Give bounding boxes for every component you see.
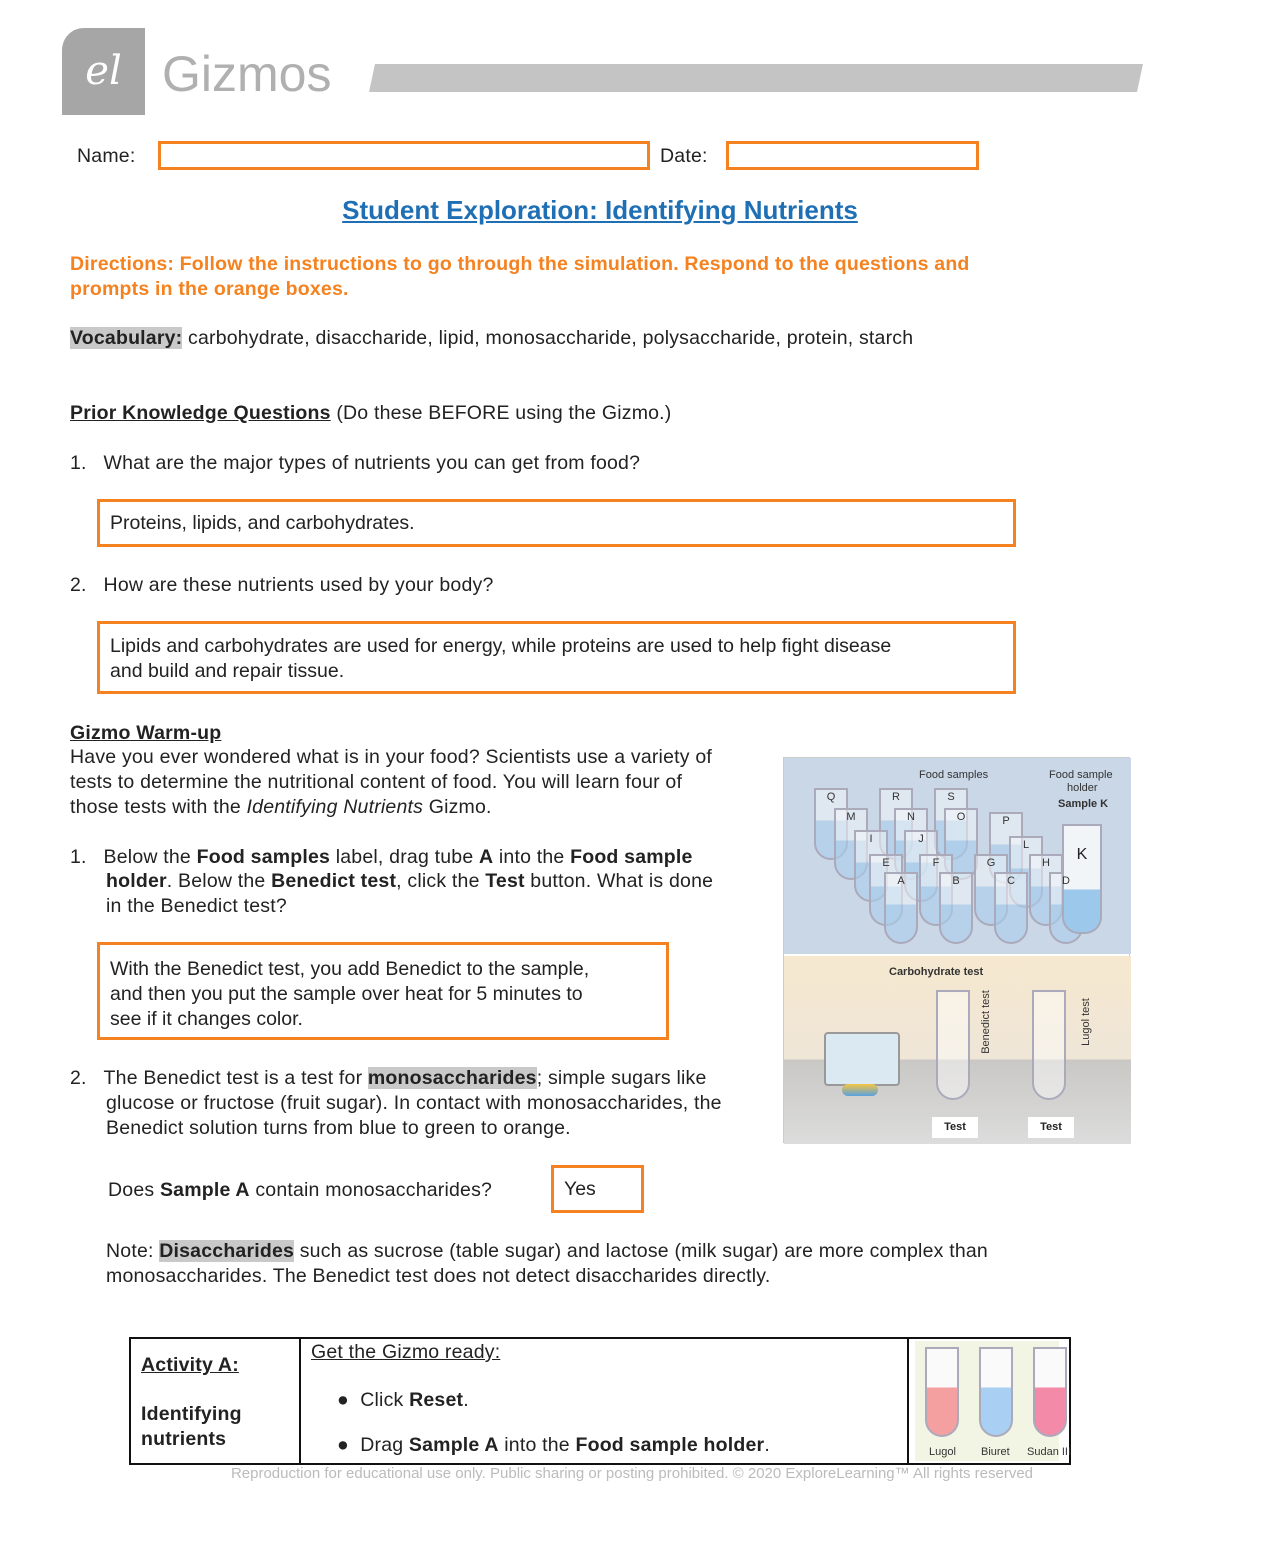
warmup-intro-2: tests to determine the nutritional content of food. You will learn four of	[70, 771, 683, 793]
food-sample-tube-G: G	[986, 857, 996, 869]
holder-label: Food sample	[1049, 769, 1113, 781]
date-label: Date:	[660, 145, 708, 167]
food-sample-tube-D: D	[1062, 875, 1070, 887]
benedict-test-button[interactable]: Test	[932, 1117, 978, 1138]
date-field[interactable]	[726, 141, 979, 170]
food-sample-tube-M: M	[846, 811, 856, 823]
food-sample-tube-I: I	[869, 833, 873, 845]
prior-knowledge-heading: Prior Knowledge Questions (Do these BEFORE using the Gizmo.)	[70, 402, 672, 424]
logo-mark: el	[62, 28, 145, 115]
warmup-item-1: 1. Below the Food samples label, drag tube A into the Food sample	[70, 846, 693, 868]
answer-box-sample-a[interactable]: Yes	[551, 1165, 644, 1213]
lugol-label: Lugol test	[1079, 998, 1092, 1046]
vocabulary-terms: carbohydrate, disaccharide, lipid, monosaccharide, polysaccharide, protein, starch	[188, 327, 914, 349]
food-sample-tube-F: F	[932, 857, 940, 869]
food-sample-tube-S: S	[947, 791, 955, 803]
reagent-tubes-image	[915, 1341, 1072, 1461]
burner-flame-icon	[842, 1084, 878, 1096]
note-line2: monosaccharides. The Benedict test does not detect disaccharides directly.	[106, 1265, 771, 1287]
step-reset: ● Click Reset.	[337, 1389, 469, 1411]
sample-a-question: Does Sample A contain monosaccharides?	[108, 1179, 493, 1201]
gizmo-screenshot	[783, 757, 1130, 1143]
activity-subtitle-1: Identifying	[141, 1403, 242, 1425]
warmup-item-2: 2. The Benedict test is a test for monosaccharides; simple sugars like	[70, 1067, 707, 1089]
warmup-item-2-line3: Benedict solution turns from blue to green to orange.	[106, 1117, 571, 1139]
food-sample-tube-O: O	[956, 811, 966, 823]
biuret-tube-label: Biuret	[981, 1446, 1010, 1458]
food-sample-tube-B: B	[952, 875, 960, 887]
answer-box-benedict[interactable]: With the Benedict test, you add Benedict to the sample, and then you put the sample over heat for 5 minutes to see if it changes color.	[97, 942, 669, 1040]
benedict-label: Benedict test	[979, 990, 992, 1054]
warmup-heading: Gizmo Warm-up	[70, 722, 222, 744]
warmup-intro-3: those tests with the Identifying Nutrients Gizmo.	[70, 796, 492, 818]
warmup-item-1-line3: in the Benedict test?	[106, 895, 287, 917]
carbohydrate-test-panel	[784, 956, 1131, 1144]
biuret-reagent-tube	[979, 1347, 1013, 1437]
warmup-item-1-line2: holder. Below the Benedict test, click the Test button. What is done	[106, 870, 714, 892]
lugol-tube-label: Lugol	[929, 1446, 956, 1458]
lugol-test-button[interactable]: Test	[1028, 1117, 1074, 1138]
answer-box-1[interactable]: Proteins, lipids, and carbohydrates.	[97, 499, 1016, 547]
header-bar	[369, 64, 1143, 92]
warmup-intro-1: Have you ever wondered what is in your food? Scientists use a variety of	[70, 746, 712, 768]
food-samples-panel	[784, 758, 1131, 954]
logo-text: Gizmos	[162, 46, 332, 102]
carb-test-label: Carbohydrate test	[889, 966, 984, 978]
question-2: 2. How are these nutrients used by your body?	[70, 574, 494, 596]
directions-line1: Directions: Follow the instructions to go through the simulation. Respond to the questions and	[70, 253, 970, 275]
food-sample-tube-N: N	[907, 811, 915, 823]
name-field[interactable]	[158, 141, 650, 170]
food-sample-tube-J: J	[918, 833, 924, 845]
warmup-item-2-line2: glucose or fructose (fruit sugar). In contact with monosaccharides, the	[106, 1092, 722, 1114]
water-bath	[824, 1032, 900, 1086]
food-sample-tube-L: L	[1022, 839, 1030, 851]
name-label: Name:	[77, 145, 136, 167]
food-sample-tube-H: H	[1042, 857, 1050, 869]
vocabulary	[70, 326, 913, 351]
lugol-tube	[1032, 990, 1066, 1100]
answer-box-2[interactable]: Lipids and carbohydrates are used for energy, while proteins are used to help fight disease and build and repair tissue.	[97, 621, 1016, 694]
vocabulary-label: Vocabulary:	[70, 327, 183, 349]
page-title: Student Exploration: Identifying Nutrients	[342, 195, 858, 225]
sample-label: Sample K	[1058, 798, 1109, 810]
holder-label-2: holder	[1067, 782, 1098, 794]
get-ready-heading: Get the Gizmo ready:	[311, 1341, 501, 1363]
food-sample-tube-E: E	[882, 857, 890, 869]
question-1: 1. What are the major types of nutrients you can get from food?	[70, 452, 641, 474]
note-line1: Note: Disaccharides such as sucrose (table sugar) and lactose (milk sugar) are more complex than	[106, 1240, 988, 1262]
activity-title: Activity A:	[141, 1354, 239, 1376]
activity-subtitle-2: nutrients	[141, 1428, 227, 1450]
sudan-reagent-tube	[1033, 1347, 1067, 1437]
food-sample-tube-Q: Q	[826, 791, 836, 803]
activity-table	[129, 1337, 1071, 1465]
directions-line2: prompts in the orange boxes.	[70, 278, 349, 300]
food-sample-tube-A: A	[897, 875, 905, 887]
lugol-reagent-tube	[925, 1347, 959, 1437]
sudan-tube-label: Sudan III	[1027, 1446, 1072, 1458]
food-samples-label: Food samples	[919, 769, 989, 781]
benedict-tube	[936, 990, 970, 1100]
food-sample-tube-R: R	[892, 791, 900, 803]
food-sample-tube-C: C	[1007, 875, 1015, 887]
holder-tube[interactable]: K	[1062, 824, 1102, 934]
footer-copyright: Reproduction for educational use only. Public sharing or posting prohibited. © 2020 ExploreLearning™ All rights reserved	[230, 1465, 1034, 1482]
food-sample-tube-P: P	[1002, 815, 1010, 827]
step-drag: ● Drag Sample A into the Food sample holder.	[337, 1434, 770, 1456]
